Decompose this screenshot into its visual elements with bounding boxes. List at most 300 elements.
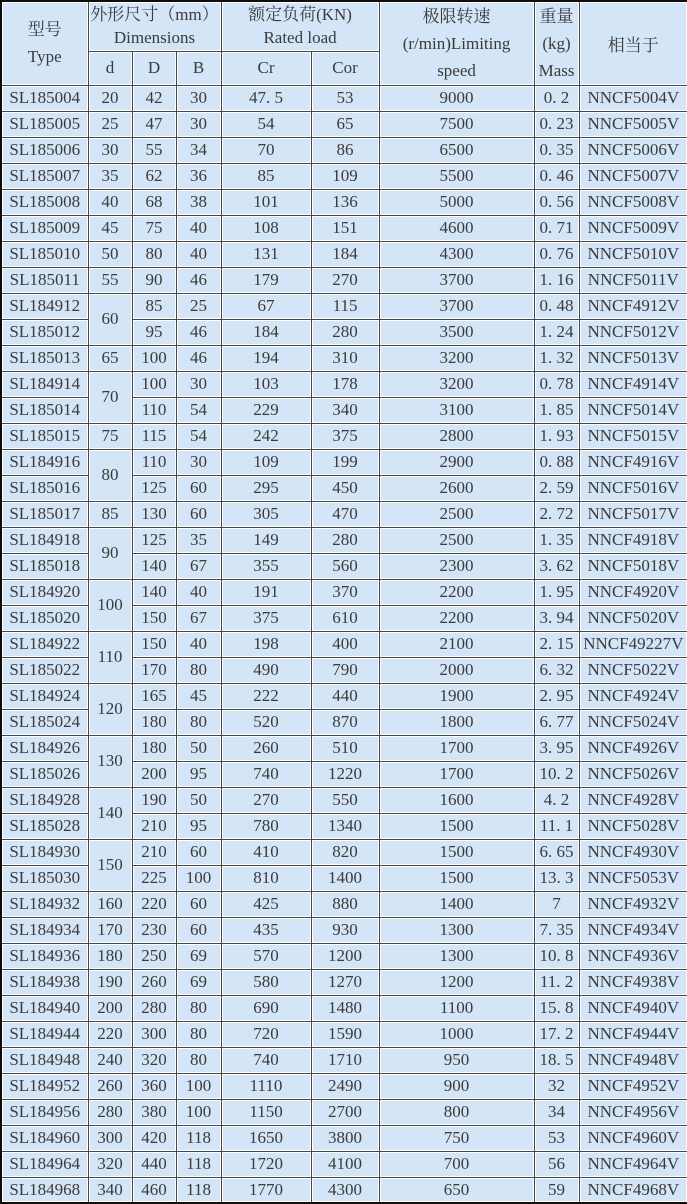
equivalent-model-cell: NNCF5026V [579, 761, 687, 787]
mass-cell: 2. 15 [534, 631, 579, 657]
load-cor-cell: 820 [311, 839, 379, 865]
load-cor-cell: 1590 [311, 1021, 379, 1047]
limiting-speed-cell: 2500 [379, 501, 534, 527]
spec-row [1, 527, 687, 553]
dim-d-cell: 150 [88, 839, 132, 891]
col-header-equivalent [579, 1, 687, 85]
dim-B-cell: 30 [176, 449, 221, 475]
model-cell: SL185022 [1, 657, 88, 683]
dim-D-cell: 95 [132, 319, 176, 345]
dim-d-cell: 25 [88, 111, 132, 137]
model-cell: SL185030 [1, 865, 88, 891]
col-header-rated-load-en: Rated load [263, 28, 337, 48]
dim-B-cell: 40 [176, 579, 221, 605]
dim-d-cell: 30 [88, 137, 132, 163]
col-header-equivalent-zh: 相当于 [607, 35, 659, 55]
dim-B-cell: 100 [176, 1099, 221, 1125]
mass-cell: 0. 78 [534, 371, 579, 397]
model-cell: SL185013 [1, 345, 88, 371]
equivalent-model-cell: NNCF4944V [579, 1021, 687, 1047]
equivalent-model-cell: NNCF5017V [579, 501, 687, 527]
limiting-speed-cell: 7500 [379, 111, 534, 137]
dim-B-cell: 60 [176, 839, 221, 865]
mass-cell: 56 [534, 1151, 579, 1177]
limiting-speed-cell: 2300 [379, 553, 534, 579]
load-cor-cell: 2700 [311, 1099, 379, 1125]
load-cr-cell: 810 [221, 865, 311, 891]
equivalent-model-cell: NNCF5013V [579, 345, 687, 371]
mass-cell: 1. 85 [534, 397, 579, 423]
mass-cell: 10. 2 [534, 761, 579, 787]
dim-B-cell: 118 [176, 1177, 221, 1203]
dim-D-cell: 140 [132, 553, 176, 579]
limiting-speed-cell: 1800 [379, 709, 534, 735]
load-cr-cell: 198 [221, 631, 311, 657]
equivalent-model-cell: NNCF5016V [579, 475, 687, 501]
col-header-type-en: Type [27, 47, 62, 67]
load-cor-cell: 1480 [311, 995, 379, 1021]
spec-row [1, 683, 687, 709]
dim-B-cell: 46 [176, 345, 221, 371]
limiting-speed-cell: 3700 [379, 267, 534, 293]
equivalent-model-cell: NNCF5010V [579, 241, 687, 267]
model-cell: SL185010 [1, 241, 88, 267]
dim-D-cell: 55 [132, 137, 176, 163]
load-cor-cell: 870 [311, 709, 379, 735]
limiting-speed-cell: 1500 [379, 865, 534, 891]
load-cr-cell: 375 [221, 605, 311, 631]
dim-B-cell: 80 [176, 709, 221, 735]
load-cr-cell: 54 [221, 111, 311, 137]
load-cor-cell: 115 [311, 293, 379, 319]
equivalent-model-cell: NNCF4956V [579, 1099, 687, 1125]
limiting-speed-cell: 3500 [379, 319, 534, 345]
equivalent-model-cell: NNCF4932V [579, 891, 687, 917]
load-cor-cell: 280 [311, 319, 379, 345]
col-header-mass [534, 1, 579, 85]
equivalent-model-cell: NNCF5028V [579, 813, 687, 839]
model-cell: SL185018 [1, 553, 88, 579]
load-cr-cell: 103 [221, 371, 311, 397]
load-cr-cell: 780 [221, 813, 311, 839]
load-cor-cell: 375 [311, 423, 379, 449]
spec-row [1, 943, 687, 969]
dim-B-cell: 67 [176, 553, 221, 579]
load-cr-cell: 184 [221, 319, 311, 345]
equivalent-model-cell: NNCF5005V [579, 111, 687, 137]
dim-D-cell: 180 [132, 735, 176, 761]
load-cor-cell: 270 [311, 267, 379, 293]
model-cell: SL184940 [1, 995, 88, 1021]
limiting-speed-cell: 2900 [379, 449, 534, 475]
mass-cell: 15. 8 [534, 995, 579, 1021]
mass-cell: 0. 2 [534, 85, 579, 111]
model-cell: SL184968 [1, 1177, 88, 1203]
limiting-speed-cell: 650 [379, 1177, 534, 1203]
mass-cell: 0. 71 [534, 215, 579, 241]
equivalent-model-cell: NNCF49227V [579, 631, 687, 657]
load-cor-cell: 1710 [311, 1047, 379, 1073]
equivalent-model-cell: NNCF5024V [579, 709, 687, 735]
dim-B-cell: 60 [176, 501, 221, 527]
load-cor-cell: 510 [311, 735, 379, 761]
dim-d-cell: 20 [88, 85, 132, 111]
dim-D-cell: 170 [132, 657, 176, 683]
spec-row [1, 839, 687, 865]
load-cr-cell: 260 [221, 735, 311, 761]
dim-B-cell: 60 [176, 475, 221, 501]
load-cor-cell: 1270 [311, 969, 379, 995]
dim-d-cell: 220 [88, 1021, 132, 1047]
limiting-speed-cell: 3200 [379, 345, 534, 371]
dim-D-cell: 230 [132, 917, 176, 943]
load-cor-cell: 610 [311, 605, 379, 631]
load-cr-cell: 520 [221, 709, 311, 735]
load-cr-cell: 67 [221, 293, 311, 319]
dim-B-cell: 46 [176, 267, 221, 293]
col-header-type [1, 1, 88, 85]
load-cor-cell: 4300 [311, 1177, 379, 1203]
load-cr-cell: 191 [221, 579, 311, 605]
dim-d-cell: 320 [88, 1151, 132, 1177]
load-cor-cell: 199 [311, 449, 379, 475]
dim-D-cell: 110 [132, 449, 176, 475]
dim-D-cell: 165 [132, 683, 176, 709]
spec-row [1, 1151, 687, 1177]
model-cell: SL184952 [1, 1073, 88, 1099]
model-cell: SL184930 [1, 839, 88, 865]
load-cor-cell: 880 [311, 891, 379, 917]
col-header-limiting-speed-en1: (r/min)Limiting [402, 33, 511, 53]
load-cr-cell: 149 [221, 527, 311, 553]
spec-row [1, 891, 687, 917]
mass-cell: 3. 94 [534, 605, 579, 631]
mass-cell: 6. 65 [534, 839, 579, 865]
mass-cell: 3. 95 [534, 735, 579, 761]
equivalent-model-cell: NNCF5020V [579, 605, 687, 631]
dim-D-cell: 225 [132, 865, 176, 891]
load-cor-cell: 1340 [311, 813, 379, 839]
limiting-speed-cell: 950 [379, 1047, 534, 1073]
dim-D-cell: 90 [132, 267, 176, 293]
limiting-speed-cell: 5500 [379, 163, 534, 189]
dim-D-cell: 260 [132, 969, 176, 995]
dim-D-cell: 125 [132, 475, 176, 501]
load-cor-cell: 340 [311, 397, 379, 423]
limiting-speed-cell: 1300 [379, 917, 534, 943]
load-cr-cell: 194 [221, 345, 311, 371]
equivalent-model-cell: NNCF4934V [579, 917, 687, 943]
dim-d-cell: 90 [88, 527, 132, 579]
load-cor-cell: 550 [311, 787, 379, 813]
load-cor-cell: 184 [311, 241, 379, 267]
dim-B-cell: 67 [176, 605, 221, 631]
dim-d-cell: 190 [88, 969, 132, 995]
dim-D-cell: 360 [132, 1073, 176, 1099]
dim-D-cell: 280 [132, 995, 176, 1021]
limiting-speed-cell: 1500 [379, 839, 534, 865]
spec-row [1, 787, 687, 813]
dim-D-cell: 75 [132, 215, 176, 241]
model-cell: SL184934 [1, 917, 88, 943]
mass-cell: 0. 46 [534, 163, 579, 189]
load-cor-cell: 2490 [311, 1073, 379, 1099]
dim-d-cell: 85 [88, 501, 132, 527]
model-cell: SL185009 [1, 215, 88, 241]
dim-d-cell: 80 [88, 449, 132, 501]
equivalent-model-cell: NNCF5009V [579, 215, 687, 241]
mass-cell: 0. 23 [534, 111, 579, 137]
dim-D-cell: 210 [132, 813, 176, 839]
limiting-speed-cell: 2600 [379, 475, 534, 501]
dim-d-cell: 160 [88, 891, 132, 917]
model-cell: SL184922 [1, 631, 88, 657]
mass-cell: 7. 35 [534, 917, 579, 943]
dim-D-cell: 80 [132, 241, 176, 267]
equivalent-model-cell: NNCF4936V [579, 943, 687, 969]
equivalent-model-cell: NNCF5007V [579, 163, 687, 189]
model-cell: SL184936 [1, 943, 88, 969]
dim-B-cell: 45 [176, 683, 221, 709]
mass-cell: 6. 77 [534, 709, 579, 735]
equivalent-model-cell: NNCF4916V [579, 449, 687, 475]
equivalent-model-cell: NNCF4940V [579, 995, 687, 1021]
col-header-type-zh: 型号 [27, 20, 62, 40]
mass-cell: 1. 93 [534, 423, 579, 449]
limiting-speed-cell: 2200 [379, 605, 534, 631]
model-cell: SL184926 [1, 735, 88, 761]
load-cor-cell: 53 [311, 85, 379, 111]
spec-row [1, 969, 687, 995]
equivalent-model-cell: NNCF4920V [579, 579, 687, 605]
model-cell: SL185024 [1, 709, 88, 735]
load-cor-cell: 4100 [311, 1151, 379, 1177]
mass-cell: 0. 88 [534, 449, 579, 475]
mass-cell: 53 [534, 1125, 579, 1151]
mass-cell: 1. 32 [534, 345, 579, 371]
load-cor-cell: 400 [311, 631, 379, 657]
load-cr-cell: 720 [221, 1021, 311, 1047]
load-cr-cell: 1110 [221, 1073, 311, 1099]
model-cell: SL185014 [1, 397, 88, 423]
load-cr-cell: 85 [221, 163, 311, 189]
limiting-speed-cell: 800 [379, 1099, 534, 1125]
equivalent-model-cell: NNCF5053V [579, 865, 687, 891]
spec-row [1, 1177, 687, 1203]
load-cr-cell: 740 [221, 761, 311, 787]
dim-D-cell: 150 [132, 605, 176, 631]
model-cell: SL184928 [1, 787, 88, 813]
load-cr-cell: 740 [221, 1047, 311, 1073]
model-cell: SL185015 [1, 423, 88, 449]
spec-row [1, 449, 687, 475]
dim-d-cell: 110 [88, 631, 132, 683]
load-cor-cell: 370 [311, 579, 379, 605]
limiting-speed-cell: 900 [379, 1073, 534, 1099]
model-cell: SL185016 [1, 475, 88, 501]
load-cr-cell: 109 [221, 449, 311, 475]
mass-cell: 11. 1 [534, 813, 579, 839]
col-header-mass-unit: (kg) [542, 33, 571, 53]
dim-B-cell: 46 [176, 319, 221, 345]
spec-row [1, 1099, 687, 1125]
col-header-mass-en: Mass [538, 60, 575, 80]
load-cr-cell: 242 [221, 423, 311, 449]
dim-D-cell: 100 [132, 371, 176, 397]
col-header-dimensions-zh: 外形尺寸（mm） [90, 5, 219, 25]
spec-row [1, 579, 687, 605]
load-cor-cell: 930 [311, 917, 379, 943]
mass-cell: 34 [534, 1099, 579, 1125]
load-cr-cell: 108 [221, 215, 311, 241]
limiting-speed-cell: 1900 [379, 683, 534, 709]
dim-d-cell: 260 [88, 1073, 132, 1099]
spec-row [1, 1021, 687, 1047]
load-cor-cell: 1200 [311, 943, 379, 969]
model-cell: SL185017 [1, 501, 88, 527]
dim-D-cell: 200 [132, 761, 176, 787]
load-cr-cell: 222 [221, 683, 311, 709]
spec-row [1, 137, 687, 163]
spec-row [1, 1125, 687, 1151]
model-cell: SL184914 [1, 371, 88, 397]
dim-D-cell: 210 [132, 839, 176, 865]
load-cor-cell: 470 [311, 501, 379, 527]
dim-d-cell: 180 [88, 943, 132, 969]
dim-D-cell: 380 [132, 1099, 176, 1125]
dim-D-cell: 420 [132, 1125, 176, 1151]
col-header-cr: Cr [221, 51, 311, 85]
model-cell: SL185026 [1, 761, 88, 787]
model-cell: SL184948 [1, 1047, 88, 1073]
load-cr-cell: 1650 [221, 1125, 311, 1151]
load-cr-cell: 410 [221, 839, 311, 865]
model-cell: SL185028 [1, 813, 88, 839]
limiting-speed-cell: 2000 [379, 657, 534, 683]
dim-d-cell: 280 [88, 1099, 132, 1125]
load-cor-cell: 440 [311, 683, 379, 709]
load-cr-cell: 1770 [221, 1177, 311, 1203]
model-cell: SL185007 [1, 163, 88, 189]
load-cor-cell: 310 [311, 345, 379, 371]
dim-d-cell: 75 [88, 423, 132, 449]
mass-cell: 1. 16 [534, 267, 579, 293]
spec-row [1, 735, 687, 761]
dim-B-cell: 34 [176, 137, 221, 163]
dim-d-cell: 120 [88, 683, 132, 735]
load-cor-cell: 109 [311, 163, 379, 189]
col-header-rated-load-zh: 额定负荷(KN) [248, 5, 352, 25]
spec-row [1, 85, 687, 111]
model-cell: SL185006 [1, 137, 88, 163]
equivalent-model-cell: NNCF5018V [579, 553, 687, 579]
dim-D-cell: 42 [132, 85, 176, 111]
dim-D-cell: 47 [132, 111, 176, 137]
model-cell: SL184960 [1, 1125, 88, 1151]
dim-B-cell: 95 [176, 761, 221, 787]
limiting-speed-cell: 1100 [379, 995, 534, 1021]
dim-D-cell: 130 [132, 501, 176, 527]
spec-row [1, 111, 687, 137]
spec-row [1, 215, 687, 241]
load-cr-cell: 1150 [221, 1099, 311, 1125]
dim-D-cell: 250 [132, 943, 176, 969]
dim-B-cell: 100 [176, 1073, 221, 1099]
mass-cell: 1. 35 [534, 527, 579, 553]
spec-row [1, 267, 687, 293]
load-cr-cell: 570 [221, 943, 311, 969]
dim-d-cell: 240 [88, 1047, 132, 1073]
dim-D-cell: 190 [132, 787, 176, 813]
dim-D-cell: 110 [132, 397, 176, 423]
load-cor-cell: 136 [311, 189, 379, 215]
dim-D-cell: 140 [132, 579, 176, 605]
limiting-speed-cell: 6500 [379, 137, 534, 163]
load-cor-cell: 1220 [311, 761, 379, 787]
dim-d-cell: 60 [88, 293, 132, 345]
col-header-rated-load [221, 1, 379, 51]
limiting-speed-cell: 1700 [379, 735, 534, 761]
model-cell: SL184964 [1, 1151, 88, 1177]
mass-cell: 3. 62 [534, 553, 579, 579]
dim-B-cell: 30 [176, 85, 221, 111]
col-header-dimensions [88, 1, 221, 51]
col-header-d: d [88, 51, 132, 85]
load-cor-cell: 151 [311, 215, 379, 241]
model-cell: SL184912 [1, 293, 88, 319]
mass-cell: 18. 5 [534, 1047, 579, 1073]
limiting-speed-cell: 3200 [379, 371, 534, 397]
dim-B-cell: 50 [176, 787, 221, 813]
model-cell: SL184938 [1, 969, 88, 995]
load-cor-cell: 790 [311, 657, 379, 683]
mass-cell: 17. 2 [534, 1021, 579, 1047]
mass-cell: 1. 95 [534, 579, 579, 605]
load-cr-cell: 355 [221, 553, 311, 579]
spec-row [1, 371, 687, 397]
load-cr-cell: 47. 5 [221, 85, 311, 111]
dim-B-cell: 30 [176, 111, 221, 137]
col-header-B: B [176, 51, 221, 85]
dim-d-cell: 45 [88, 215, 132, 241]
mass-cell: 59 [534, 1177, 579, 1203]
model-cell: SL184944 [1, 1021, 88, 1047]
spec-row [1, 241, 687, 267]
mass-cell: 32 [534, 1073, 579, 1099]
dim-d-cell: 140 [88, 787, 132, 839]
mass-cell: 4. 2 [534, 787, 579, 813]
model-cell: SL185012 [1, 319, 88, 345]
dim-B-cell: 40 [176, 631, 221, 657]
load-cor-cell: 178 [311, 371, 379, 397]
col-header-D: D [132, 51, 176, 85]
dim-B-cell: 100 [176, 865, 221, 891]
model-cell: SL184924 [1, 683, 88, 709]
dim-B-cell: 50 [176, 735, 221, 761]
limiting-speed-cell: 3700 [379, 293, 534, 319]
spec-row [1, 917, 687, 943]
load-cr-cell: 131 [221, 241, 311, 267]
dim-d-cell: 200 [88, 995, 132, 1021]
mass-cell: 11. 2 [534, 969, 579, 995]
spec-row [1, 189, 687, 215]
model-cell: SL185005 [1, 111, 88, 137]
load-cor-cell: 3800 [311, 1125, 379, 1151]
spec-row [1, 293, 687, 319]
load-cr-cell: 1720 [221, 1151, 311, 1177]
limiting-speed-cell: 1400 [379, 891, 534, 917]
equivalent-model-cell: NNCF4938V [579, 969, 687, 995]
